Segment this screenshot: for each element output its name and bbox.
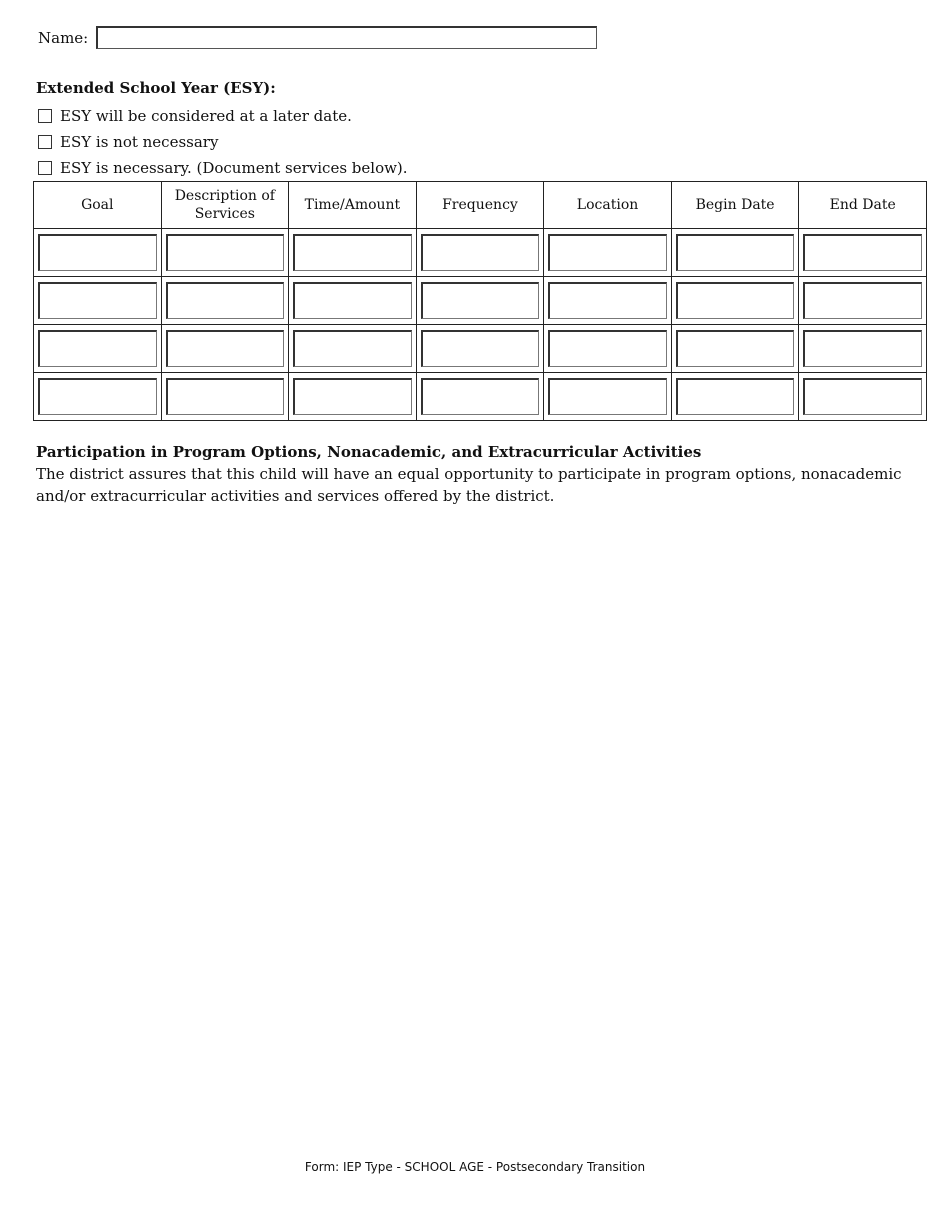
time-amount-field[interactable]	[293, 378, 412, 415]
esy-not-necessary-label: ESY is not necessary	[60, 133, 219, 151]
begin-date-field[interactable]	[676, 378, 795, 415]
col-begin-date: Begin Date	[671, 182, 799, 229]
col-goal: Goal	[34, 182, 162, 229]
goal-field[interactable]	[38, 378, 157, 415]
table-header-row	[34, 182, 927, 229]
esy-services-table	[33, 181, 927, 421]
esy-option-not-necessary[interactable]	[38, 133, 218, 151]
end-date-field[interactable]	[803, 282, 922, 319]
description-field[interactable]	[166, 234, 285, 271]
frequency-field[interactable]	[421, 330, 540, 367]
col-end-date: End Date	[799, 182, 927, 229]
goal-field[interactable]	[38, 330, 157, 367]
esy-option-later[interactable]	[38, 107, 352, 125]
esy-necessary-checkbox[interactable]	[38, 161, 52, 175]
description-field[interactable]	[166, 378, 285, 415]
goal-field[interactable]	[38, 282, 157, 319]
col-time-amount: Time/Amount	[289, 182, 417, 229]
table-row	[34, 373, 927, 421]
goal-field[interactable]	[38, 234, 157, 271]
time-amount-field[interactable]	[293, 330, 412, 367]
end-date-field[interactable]	[803, 330, 922, 367]
name-row	[38, 26, 597, 49]
col-description: Description of Services	[161, 182, 289, 229]
location-field[interactable]	[548, 378, 667, 415]
col-location: Location	[544, 182, 672, 229]
esy-later-checkbox[interactable]	[38, 109, 52, 123]
esy-later-label: ESY will be considered at a later date.	[60, 107, 352, 125]
begin-date-field[interactable]	[676, 282, 795, 319]
location-field[interactable]	[548, 234, 667, 271]
end-date-field[interactable]	[803, 378, 922, 415]
location-field[interactable]	[548, 330, 667, 367]
frequency-field[interactable]	[421, 282, 540, 319]
time-amount-field[interactable]	[293, 234, 412, 271]
table-row	[34, 229, 927, 277]
description-field[interactable]	[166, 330, 285, 367]
participation-text: The district assures that this child will have an equal opportunity to participate in program options, nonacademic and/or extracurricular activities and services offered by the district.	[36, 465, 902, 505]
frequency-field[interactable]	[421, 378, 540, 415]
col-frequency: Frequency	[416, 182, 544, 229]
esy-option-necessary[interactable]	[38, 159, 408, 177]
end-date-field[interactable]	[803, 234, 922, 271]
begin-date-field[interactable]	[676, 330, 795, 367]
participation-heading: Participation in Program Options, Nonacademic, and Extracurricular Activities	[36, 443, 702, 461]
name-label: Name:	[38, 28, 89, 47]
table-row	[34, 277, 927, 325]
esy-necessary-label: ESY is necessary. (Document services below).	[60, 159, 408, 177]
form-footer: Form: IEP Type - SCHOOL AGE - Postsecondary Transition	[304, 1160, 646, 1174]
name-input[interactable]	[96, 26, 597, 49]
description-field[interactable]	[166, 282, 285, 319]
begin-date-field[interactable]	[676, 234, 795, 271]
esy-heading: Extended School Year (ESY):	[36, 79, 276, 97]
esy-not-necessary-checkbox[interactable]	[38, 135, 52, 149]
location-field[interactable]	[548, 282, 667, 319]
frequency-field[interactable]	[421, 234, 540, 271]
time-amount-field[interactable]	[293, 282, 412, 319]
table-row	[34, 325, 927, 373]
